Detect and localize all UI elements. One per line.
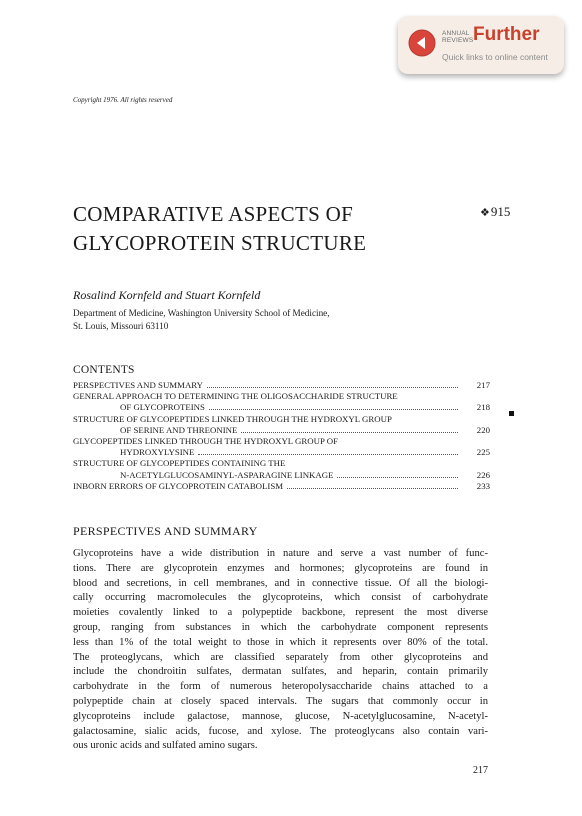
- margin-mark: [509, 411, 514, 416]
- toc-entry-page: 220: [476, 424, 490, 435]
- toc-entry-page: 233: [476, 480, 490, 491]
- article-marker-icon: ❖: [480, 207, 490, 219]
- body-line: galactosamine, sialic acids, fucose, and xylose. The proteoglycans also contain vari-: [73, 725, 488, 737]
- toc-entry: [73, 414, 490, 425]
- toc-entry-title: GLYCOPEPTIDES LINKED THROUGH THE HYDROXYL GROUP OF: [73, 435, 338, 446]
- affiliation: [73, 307, 330, 333]
- body-line: blood and secretions, in cell membranes, and in connective tissue. Of all the biologi-: [73, 577, 488, 589]
- further-logo-icon: [408, 29, 436, 57]
- body-line: carbohydrate in the form of numerous heteropolysaccharide chains attached to a: [73, 681, 488, 693]
- toc-entry: [73, 481, 490, 492]
- toc-entry-title: STRUCTURE OF GLYCOPEPTIDES LINKED THROUGH THE HYDROXYL GROUP: [73, 413, 392, 424]
- toc-entry-page: 226: [476, 469, 490, 480]
- toc-entry: [73, 458, 490, 469]
- toc-leader-dots: [207, 387, 458, 388]
- toc-leader-dots: [241, 432, 458, 433]
- toc-entry-title: PERSPECTIVES AND SUMMARY: [73, 380, 204, 390]
- article-number: [480, 204, 510, 220]
- toc-leader-dots: [209, 409, 458, 410]
- further-brand-label: ANNUAL REVIEWS: [442, 30, 474, 44]
- toc-entry: [73, 436, 490, 447]
- toc-entry-title: OF GLYCOPROTEINS: [120, 402, 205, 413]
- body-paragraph: [73, 547, 488, 754]
- body-line: The proteoglycans, which are classified separately from other glycoproteins and: [73, 651, 488, 663]
- toc-entry-title: INBORN ERRORS OF GLYCOPROTEIN CATABOLISM: [73, 480, 284, 491]
- toc-entry-title: GENERAL APPROACH TO DETERMINING THE OLIGOSACCHARIDE STRUCTURE: [73, 391, 398, 402]
- body-line: less than 1% of the total weight to those in which it represents over 80% of the total.: [73, 636, 488, 648]
- toc-leader-dots: [287, 488, 458, 489]
- contents-heading: CONTENTS: [73, 364, 135, 376]
- toc-entry: [73, 402, 490, 413]
- toc-entry: [73, 380, 490, 391]
- further-wordmark: Further: [473, 24, 540, 45]
- body-line: Glycoproteins have a wide distribution in nature and serve a vast number of func-: [73, 548, 488, 559]
- toc-entry-title: OF SERINE AND THREONINE: [120, 424, 238, 435]
- copyright-notice: Copyright 1976. All rights reserved: [73, 96, 173, 104]
- table-of-contents: [73, 380, 490, 492]
- affiliation-line: Department of Medicine, Washington University School of Medicine,: [73, 308, 330, 318]
- toc-leader-dots: [198, 454, 458, 455]
- body-line: include the chondroitin sulfates, dermatan sulfates, and heparin, contain primarily: [73, 666, 488, 678]
- toc-entry-page: 225: [476, 447, 490, 458]
- body-line: group, ranging from substances in which the carbohydrate component represents: [73, 621, 488, 633]
- article-number-value: 915: [490, 204, 511, 219]
- toc-entry-title: STRUCTURE OF GLYCOPEPTIDES CONTAINING THE: [73, 458, 286, 469]
- article-title: [73, 200, 366, 258]
- page-number: 217: [473, 765, 488, 776]
- affiliation-line: St. Louis, Missouri 63110: [73, 321, 169, 331]
- article-title-line: GLYCOPROTEIN STRUCTURE: [73, 231, 367, 255]
- body-line: moieties covalently linked to a polypeptide backbone, represent the most diverse: [73, 607, 488, 619]
- body-line: glycoproteins include galactose, mannose, glucose, N-acetylglucosamine, N-acetyl-: [73, 710, 488, 722]
- toc-entry-title: N-ACETYLGLUCOSAMINYL-ASPARAGINE LINKAGE: [120, 469, 334, 480]
- toc-entry: [73, 470, 490, 481]
- toc-entry: [73, 425, 490, 436]
- toc-entry: [73, 447, 490, 458]
- toc-entry-page: 218: [476, 402, 490, 413]
- body-line: ous uronic acids and sulfated amino sugars.: [73, 740, 258, 752]
- authors: Rosalind Kornfeld and Stuart Kornfeld: [73, 288, 261, 302]
- toc-entry: [73, 391, 490, 402]
- body-line: cally occurring macromolecules the glycoproteins, which consist of carbohydrate: [73, 592, 488, 604]
- article-title-line: COMPARATIVE ASPECTS OF: [73, 202, 354, 226]
- body-line: polypeptide chain at closely spaced intervals. The sugars that commonly occur in: [73, 695, 488, 707]
- further-tagline: Quick links to online content: [442, 52, 548, 62]
- section-heading: PERSPECTIVES AND SUMMARY: [73, 524, 258, 538]
- body-line: tions. There are glycoprotein enzymes and hormones; glycoproteins are found in: [73, 562, 488, 574]
- toc-entry-page: 217: [476, 380, 490, 390]
- annual-reviews-further-badge[interactable]: [398, 16, 564, 74]
- toc-entry-title: HYDROXYLYSINE: [120, 447, 195, 458]
- toc-leader-dots: [337, 477, 458, 478]
